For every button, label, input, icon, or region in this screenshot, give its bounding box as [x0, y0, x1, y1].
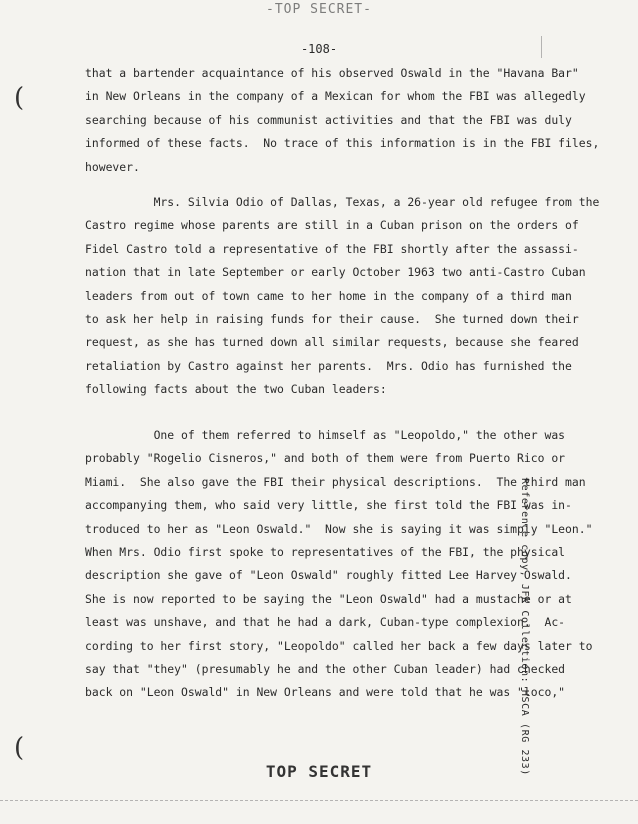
paragraph-1: that a bartender acquaintance of his observed Oswald in the "Havana Bar" in New Orleans in the company of a Mexican for whom the FBI was allegedly searching because of his communist activities and that the FBI was duly informed of these facts. No trace of this information is in the FBI files, however.	[85, 66, 600, 174]
paragraph-3: One of them referred to himself as "Leopoldo," the other was probably "Rogelio Cisneros," and both of them were from Puerto Rico or Miami. She also gave the FBI their physical descriptions. The third man accompanying them, who said very little, she first told the FBI was in- troduced to her as "Leon Oswald." Now she is saying it was simply "Leon." When Mrs. Odio first spoke to representatives of the FBI, the physical description she gave of "Leon Oswald" roughly fitted Lee Harvey Oswald. She is now reported to be saying the "Leon Oswald" had a mustache or at least was unshave, and that he had a dark, Cuban-type complexion. Ac- cording to her first story, "Leopoldo" called her back a few days later to say that "they" (presumably he and the other Cuban leader) had checked back on "Leon Oswald" in New Orleans and were told that he was "loco,"	[85, 428, 593, 700]
page-edge-divider	[0, 800, 638, 801]
page-number: -108-	[300, 42, 338, 56]
punch-hole-icon: (	[14, 83, 25, 113]
classification-footer: TOP SECRET	[265, 762, 373, 781]
classification-header: -TOP SECRET-	[266, 2, 372, 17]
paragraph-2: Mrs. Silvia Odio of Dallas, Texas, a 26-year old refugee from the Castro regime whose parents are still in a Cuban prison on the orders of Fidel Castro told a representative of the FBI shortly after the assassi- nation that in late September or early October 1963 two anti-Castro Cuban leaders from out of town came to her home in the company of a third man to ask her help in raising funds for their cause. She turned down their request, as she has turned down all similar requests, because she feared retaliation by Castro against her parents. Mrs. Odio has furnished the following facts about the two Cuban leaders:	[85, 195, 600, 397]
punch-hole-icon: (	[14, 733, 25, 763]
reference-copy-note: Reference copy, JFK Collection: HSCA (RG 233)	[519, 478, 530, 776]
